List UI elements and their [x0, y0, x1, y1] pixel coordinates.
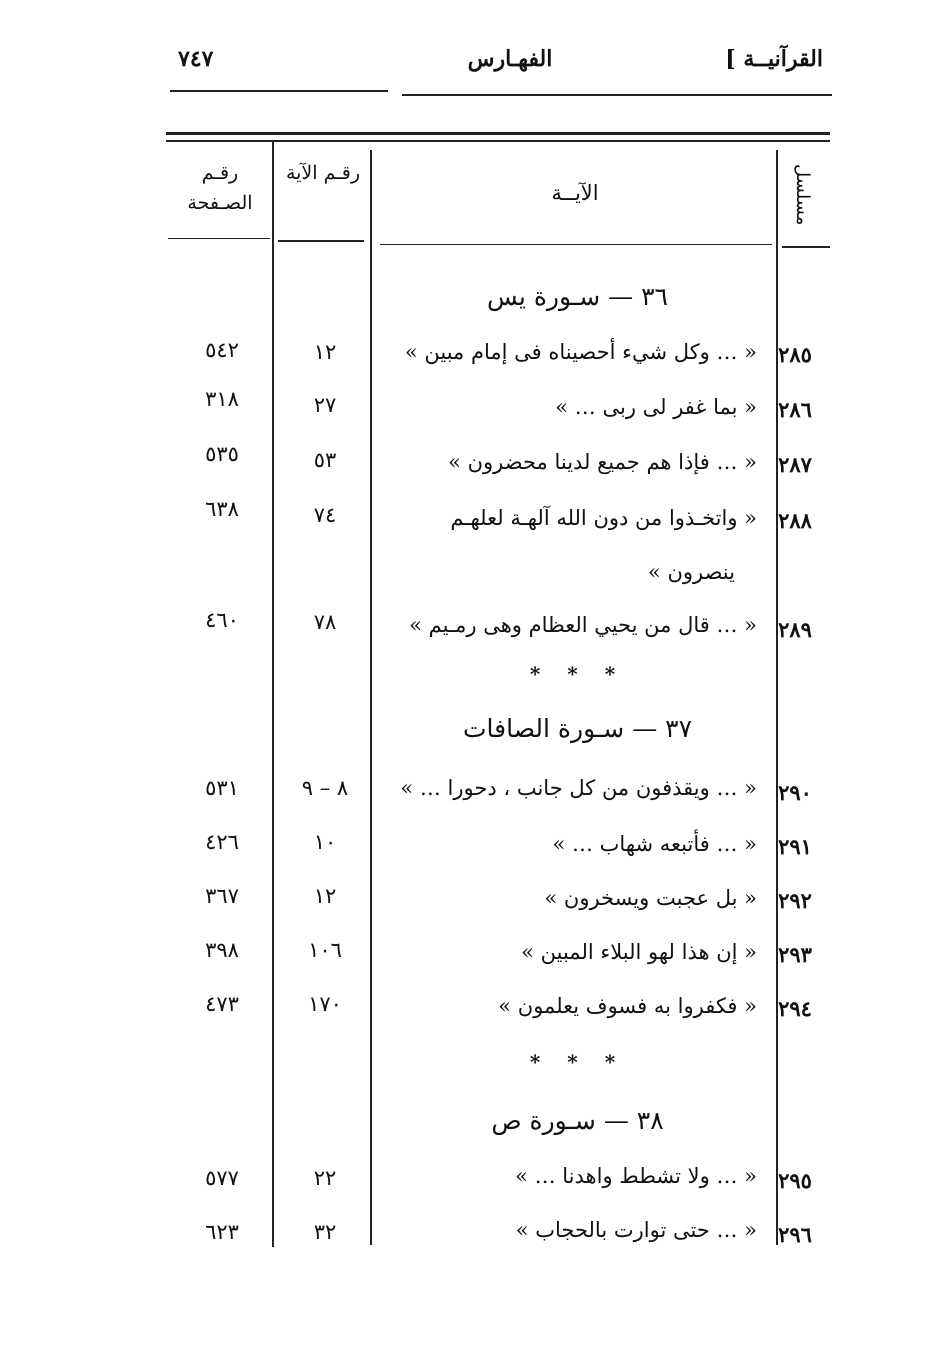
verse-text: « إن هذا لهو البلاء المبين »: [521, 940, 757, 964]
serial-number: ٢٩٤: [778, 996, 812, 1021]
surah-heading: ٣٦ — سـورة يس: [487, 282, 668, 311]
ayah-number: ٣٢: [313, 1220, 337, 1244]
header-underline-ayah: [278, 240, 364, 242]
verse-text: « … وكل شيء أحصيناه فى إمام مبين »: [404, 340, 757, 364]
serial-number: ٢٩٠: [778, 780, 812, 805]
verse-text: « … قال من يحيي العظام وهى رمـيم »: [409, 613, 757, 637]
verse-text: « … ويقذفون من كل جانب ، دحورا … »: [400, 776, 757, 800]
serial-number: ٢٨٥: [778, 342, 812, 367]
column-header-page: رقـم الصـفحة: [187, 162, 253, 214]
header-underline-verse: [380, 244, 772, 245]
serial-number: ٢٩٢: [778, 888, 812, 913]
ayah-number: ٧٨: [313, 610, 337, 634]
header-rule-right: [402, 94, 832, 96]
verse-text: « … حتى توارت بالحجاب »: [515, 1218, 757, 1242]
header-underline-page: [168, 238, 270, 239]
serial-number: ٢٨٩: [778, 617, 812, 642]
ayah-number: ١٢: [313, 340, 337, 364]
serial-number: ٢٨٨: [778, 508, 812, 533]
section-separator: * * *: [529, 1050, 626, 1074]
divider-ayah-verse: [370, 150, 372, 1245]
verse-text: « … فأتبعه شهاب … »: [552, 832, 757, 856]
page-ref: ٦٢٣: [205, 1220, 239, 1244]
section-separator: * * *: [529, 662, 626, 686]
ayah-number: ١٠: [313, 830, 337, 854]
serial-number: ٢٩٥: [778, 1168, 812, 1193]
ayah-number: ٨ – ٩: [301, 776, 349, 800]
ayah-number: ١٠٦: [308, 938, 342, 962]
page-ref: ٥٧٧: [205, 1166, 239, 1190]
verse-text: « … ولا تشطط واهدنا … »: [515, 1164, 757, 1188]
divider-verse-serial: [776, 150, 778, 1245]
page-ref: ٣٦٧: [205, 884, 239, 908]
verse-continuation: ينصرون »: [647, 560, 735, 584]
ayah-number: ٥٣: [313, 448, 337, 472]
page-ref: ٦٣٨: [205, 497, 239, 521]
header-rule-left: [170, 90, 388, 92]
column-header-ayah: رقـم الآية: [285, 162, 361, 184]
column-header-verse: الآيــة: [551, 181, 599, 205]
serial-number: ٢٨٧: [778, 452, 812, 477]
table-top-rule: [166, 132, 830, 135]
verse-text: « فكفروا به فسوف يعلمون »: [498, 994, 757, 1018]
ayah-number: ٢٢: [313, 1166, 337, 1190]
ayah-number: ٢٧: [313, 393, 337, 417]
page-ref: ٣٩٨: [205, 938, 239, 962]
table-top-rule-inner: [166, 140, 830, 142]
section-title: الفهـارس: [467, 46, 553, 72]
verse-text: « بما غفر لى ربى … »: [555, 395, 757, 419]
verse-text: « بل عجبت ويسخرون »: [544, 886, 757, 910]
serial-number: ٢٩٣: [778, 942, 812, 967]
verse-text: « واتخـذوا من دون الله آلهـة لعلهـم: [450, 506, 757, 530]
header-underline-serial: [782, 246, 830, 248]
page-ref: ٥٣١: [205, 776, 239, 800]
page-ref: ٥٤٢: [205, 338, 239, 362]
serial-number: ٢٩٦: [778, 1222, 812, 1247]
ayah-number: ٧٤: [313, 503, 337, 527]
page-ref: ٤٦٠: [205, 608, 239, 632]
page-ref: ٤٧٣: [205, 992, 239, 1016]
running-title: القرآنيــة ]: [725, 46, 823, 72]
ayah-number: ١٢: [313, 884, 337, 908]
verse-text: « … فإذا هم جميع لدينا محضرون »: [448, 450, 757, 474]
page-ref: ٤٢٦: [205, 830, 239, 854]
column-header-serial: مسلسل: [792, 164, 813, 226]
page-ref: ٣١٨: [205, 387, 239, 411]
serial-number: ٢٩١: [778, 834, 812, 859]
surah-heading: ٣٧ — سـورة الصافات: [462, 714, 693, 743]
ayah-number: ١٧٠: [308, 992, 342, 1016]
page-number: ٧٤٧: [178, 46, 214, 72]
divider-page-ayah: [272, 142, 274, 1247]
page-ref: ٥٣٥: [205, 442, 239, 466]
surah-heading: ٣٨ — سـورة ص: [491, 1106, 664, 1135]
serial-number: ٢٨٦: [778, 397, 812, 422]
